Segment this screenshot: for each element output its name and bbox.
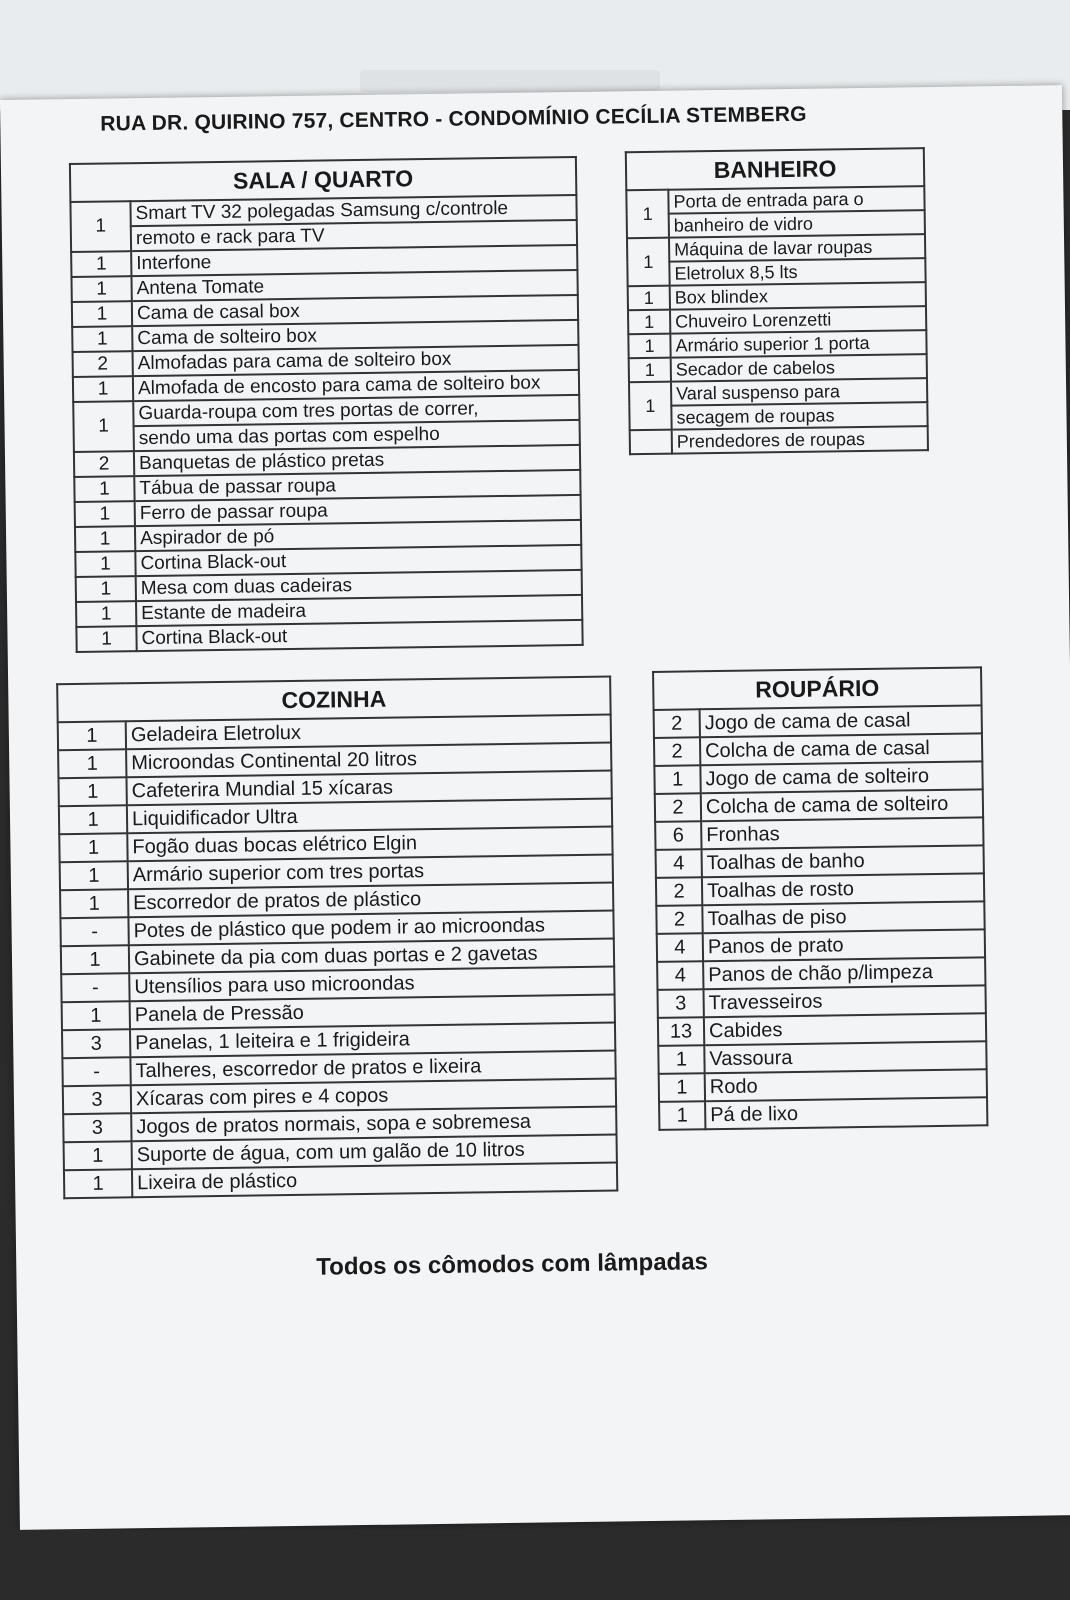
item-description: Potes de plástico que podem ir ao microondas bbox=[128, 911, 613, 946]
item-quantity: 1 bbox=[75, 526, 135, 552]
item-description: Varal suspenso para bbox=[671, 378, 927, 406]
item-quantity: 1 bbox=[76, 626, 136, 652]
item-quantity: 1 bbox=[64, 1169, 132, 1198]
item-description: Pá de lixo bbox=[705, 1097, 987, 1129]
table-heading: SALA / QUARTO bbox=[70, 157, 576, 202]
item-description: Banquetas de plástico pretas bbox=[134, 445, 580, 476]
item-description: Tábua de passar roupa bbox=[134, 470, 580, 501]
item-quantity: - bbox=[62, 1057, 130, 1086]
item-quantity: 1 bbox=[64, 1141, 132, 1170]
item-description: Lixeira de plástico bbox=[132, 1162, 617, 1197]
item-description: Jogos de pratos normais, sopa e sobremesa bbox=[131, 1106, 616, 1141]
table-heading: COZINHA bbox=[57, 677, 610, 723]
item-description: Smart TV 32 polegadas Samsung c/controle bbox=[130, 195, 576, 226]
item-description: Microondas Continental 20 litros bbox=[126, 743, 611, 778]
table-heading: ROUPÁRIO bbox=[653, 667, 981, 710]
item-description: Secador de cabelos bbox=[671, 354, 927, 382]
item-description: Máquina de lavar roupas bbox=[669, 234, 925, 262]
item-quantity: 1 bbox=[654, 765, 700, 794]
item-description: Cortina Black-out bbox=[135, 545, 581, 576]
item-description: Ferro de passar roupa bbox=[135, 495, 581, 526]
item-description: Cama de casal box bbox=[132, 295, 578, 326]
item-quantity: 1 bbox=[658, 1045, 704, 1074]
item-description: Mesa com duas cadeiras bbox=[136, 570, 582, 601]
item-quantity: 4 bbox=[657, 933, 703, 962]
item-description: Toalhas de rosto bbox=[702, 873, 984, 905]
item-description: Almofada de encosto para cama de solteiro box bbox=[133, 370, 579, 401]
item-description: Eletrolux 8,5 lts bbox=[669, 258, 925, 286]
item-quantity: 1 bbox=[76, 601, 136, 627]
item-quantity: 2 bbox=[656, 905, 702, 934]
item-quantity: 2 bbox=[656, 877, 702, 906]
item-description: Colcha de cama de casal bbox=[700, 733, 982, 765]
item-description: Escorredor de pratos de plástico bbox=[128, 883, 613, 918]
item-description: remoto e rack para TV bbox=[131, 220, 577, 251]
item-quantity: - bbox=[61, 973, 129, 1002]
item-quantity: 1 bbox=[659, 1101, 705, 1130]
item-description: Chuveiro Lorenzetti bbox=[670, 306, 926, 334]
item-description: Almofadas para cama de solteiro box bbox=[133, 345, 579, 376]
table-sala-quarto bbox=[69, 156, 584, 653]
item-quantity: 1 bbox=[629, 382, 672, 431]
item-description: Panos de chão p/limpeza bbox=[703, 957, 985, 989]
item-quantity: 1 bbox=[59, 805, 127, 834]
document-sheet bbox=[0, 85, 1070, 1530]
item-quantity: 1 bbox=[58, 721, 126, 750]
item-description: Fogão duas bocas elétrico Elgin bbox=[127, 827, 612, 862]
item-description: Panelas, 1 leiteira e 1 frigideira bbox=[130, 1023, 615, 1058]
table-row bbox=[630, 426, 928, 454]
item-quantity: 1 bbox=[72, 301, 132, 327]
item-quantity: 3 bbox=[63, 1085, 131, 1114]
item-description: sendo uma das portas com espelho bbox=[134, 420, 580, 451]
item-quantity bbox=[630, 430, 672, 455]
item-quantity: 2 bbox=[654, 709, 700, 738]
item-description: Colcha de cama de solteiro bbox=[701, 789, 983, 821]
item-quantity: 1 bbox=[61, 945, 129, 974]
item-quantity: 1 bbox=[628, 286, 670, 311]
item-quantity: 13 bbox=[658, 1017, 704, 1046]
item-quantity: 1 bbox=[60, 861, 128, 890]
item-description: Utensílios para uso microondas bbox=[129, 967, 614, 1002]
item-quantity: 4 bbox=[656, 849, 702, 878]
item-description: Panos de prato bbox=[703, 929, 985, 961]
item-description: Gabinete da pia com duas portas e 2 gavetas bbox=[129, 939, 614, 974]
table-row bbox=[659, 1097, 987, 1130]
item-quantity: 6 bbox=[655, 821, 701, 850]
item-quantity: 1 bbox=[73, 401, 134, 452]
item-quantity: 2 bbox=[73, 351, 133, 377]
item-description: banheiro de vidro bbox=[669, 210, 925, 238]
item-quantity: 1 bbox=[71, 251, 131, 277]
item-quantity: 1 bbox=[70, 201, 131, 252]
item-description: Armário superior 1 porta bbox=[670, 330, 926, 358]
item-quantity: 1 bbox=[60, 889, 128, 918]
bleed-through-text bbox=[360, 70, 660, 92]
item-quantity: 1 bbox=[74, 476, 134, 502]
item-description: Interfone bbox=[131, 245, 577, 276]
item-description: Prendedores de roupas bbox=[672, 426, 928, 454]
item-description: secagem de roupas bbox=[671, 402, 927, 430]
item-description: Aspirador de pó bbox=[135, 520, 581, 551]
item-description: Vassoura bbox=[704, 1041, 986, 1073]
item-description: Toalhas de piso bbox=[702, 901, 984, 933]
item-quantity: 1 bbox=[75, 501, 135, 527]
item-quantity: 2 bbox=[655, 793, 701, 822]
item-quantity: 1 bbox=[626, 190, 669, 239]
item-quantity: 3 bbox=[657, 989, 703, 1018]
item-description: Panela de Pressão bbox=[130, 995, 615, 1030]
item-quantity: 1 bbox=[627, 238, 670, 287]
item-description: Xícaras com pires e 4 copos bbox=[131, 1078, 616, 1113]
document-title: RUA DR. QUIRINO 757, CENTRO - CONDOMÍNIO CECÍLIA STEMBERG bbox=[100, 102, 807, 136]
item-quantity: 3 bbox=[62, 1029, 130, 1058]
item-description: Armário superior com tres portas bbox=[128, 855, 613, 890]
item-description: Antena Tomate bbox=[131, 270, 577, 301]
item-quantity: - bbox=[60, 917, 128, 946]
item-description: Toalhas de banho bbox=[702, 845, 984, 877]
item-quantity: 1 bbox=[76, 576, 136, 602]
item-quantity: 1 bbox=[628, 310, 670, 335]
item-quantity: 1 bbox=[59, 833, 127, 862]
item-description: Guarda-roupa com tres portas de correr, bbox=[133, 395, 579, 426]
item-quantity: 1 bbox=[629, 358, 671, 383]
item-quantity: 1 bbox=[58, 749, 126, 778]
item-description: Liquidificador Ultra bbox=[127, 799, 612, 834]
item-quantity: 4 bbox=[657, 961, 703, 990]
item-quantity: 3 bbox=[63, 1113, 131, 1142]
item-quantity: 1 bbox=[73, 376, 133, 402]
item-description: Talheres, escorredor de pratos e lixeira bbox=[130, 1051, 615, 1086]
table-banheiro bbox=[625, 147, 929, 455]
item-quantity: 2 bbox=[74, 451, 134, 477]
item-quantity: 1 bbox=[628, 334, 670, 359]
item-description: Cortina Black-out bbox=[136, 620, 582, 651]
item-quantity: 1 bbox=[75, 551, 135, 577]
item-quantity: 1 bbox=[58, 777, 126, 806]
surface-bottom bbox=[0, 1530, 1070, 1600]
item-description: Geladeira Eletrolux bbox=[126, 715, 611, 750]
table-heading: BANHEIRO bbox=[626, 148, 925, 190]
item-description: Suporte de água, com um galão de 10 litros bbox=[132, 1134, 617, 1169]
item-description: Jogo de cama de solteiro bbox=[700, 761, 982, 793]
item-description: Porta de entrada para o bbox=[668, 186, 924, 214]
item-description: Rodo bbox=[705, 1069, 987, 1101]
item-quantity: 1 bbox=[62, 1001, 130, 1030]
table-cozinha bbox=[56, 676, 618, 1200]
item-quantity: 1 bbox=[659, 1073, 705, 1102]
item-description: Fronhas bbox=[701, 817, 983, 849]
item-description: Cabides bbox=[704, 1013, 986, 1045]
item-quantity: 1 bbox=[71, 276, 131, 302]
item-quantity: 1 bbox=[72, 326, 132, 352]
item-description: Travesseiros bbox=[703, 985, 985, 1017]
item-quantity: 2 bbox=[654, 737, 700, 766]
item-description: Jogo de cama de casal bbox=[700, 705, 982, 737]
item-description: Cama de solteiro box bbox=[132, 320, 578, 351]
item-description: Estante de madeira bbox=[136, 595, 582, 626]
item-description: Cafeterira Mundial 15 xícaras bbox=[126, 771, 611, 806]
footer-note: Todos os cômodos com lâmpadas bbox=[316, 1248, 709, 1281]
item-description: Box blindex bbox=[670, 282, 926, 310]
table-roupario bbox=[652, 666, 988, 1131]
